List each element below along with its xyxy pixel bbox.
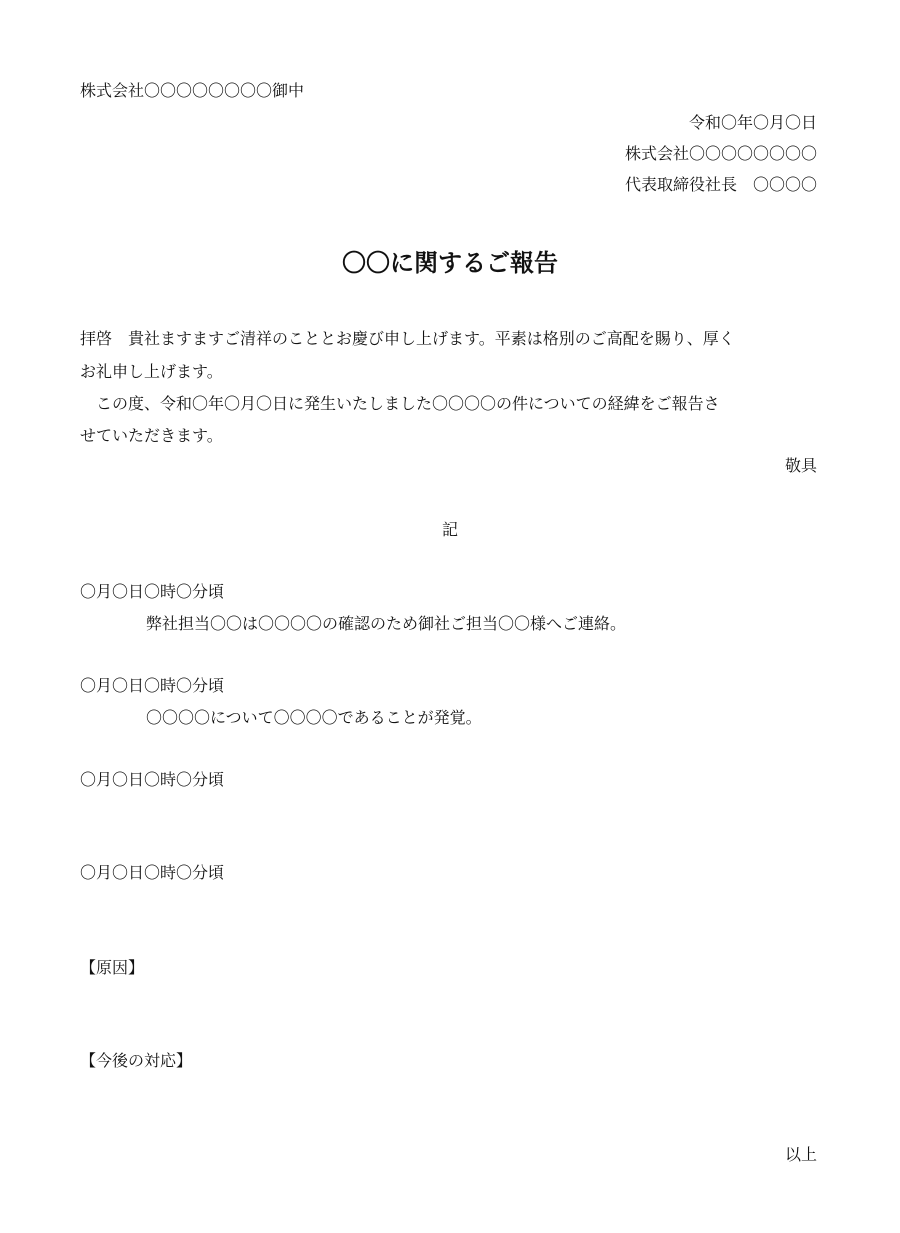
timeline-detail-1: 弊社担当〇〇は〇〇〇〇の確認のため御社ご担当〇〇様へご連絡。 [146, 614, 627, 633]
closing-keigu: 敬具 [784, 456, 817, 475]
cause-heading: 【原因】 [80, 958, 145, 977]
body-line-2: お礼申し上げます。 [80, 362, 223, 381]
timeline-time-3: 〇月〇日〇時〇分頃 [80, 770, 225, 789]
end-ijou: 以上 [784, 1145, 817, 1164]
timeline-time-2: 〇月〇日〇時〇分頃 [80, 676, 225, 695]
body-line-4: せていただきます。 [80, 426, 223, 445]
timeline-time-1: 〇月〇日〇時〇分頃 [80, 582, 225, 601]
timeline-time-4: 〇月〇日〇時〇分頃 [80, 863, 225, 882]
recipient: 株式会社〇〇〇〇〇〇〇〇御中 [80, 81, 305, 100]
document-date: 令和〇年〇月〇日 [688, 113, 817, 132]
body-line-3: この度、令和〇年〇月〇日に発生いたしました〇〇〇〇の件についての経緯をご報告さ [80, 394, 720, 413]
sender-company: 株式会社〇〇〇〇〇〇〇〇 [624, 144, 817, 163]
timeline-detail-2: 〇〇〇〇について〇〇〇〇であることが発覚。 [146, 708, 482, 727]
future-heading: 【今後の対応】 [80, 1051, 193, 1070]
ki-heading: 記 [441, 520, 458, 539]
document-title: 〇〇に関するご報告 [342, 248, 558, 277]
body-line-1: 拝啓 貴社ますますご清祥のこととお慶び申し上げます。平素は格別のご高配を賜り、厚く [80, 329, 735, 348]
sender-name: 代表取締役社長 〇〇〇〇 [624, 175, 817, 194]
